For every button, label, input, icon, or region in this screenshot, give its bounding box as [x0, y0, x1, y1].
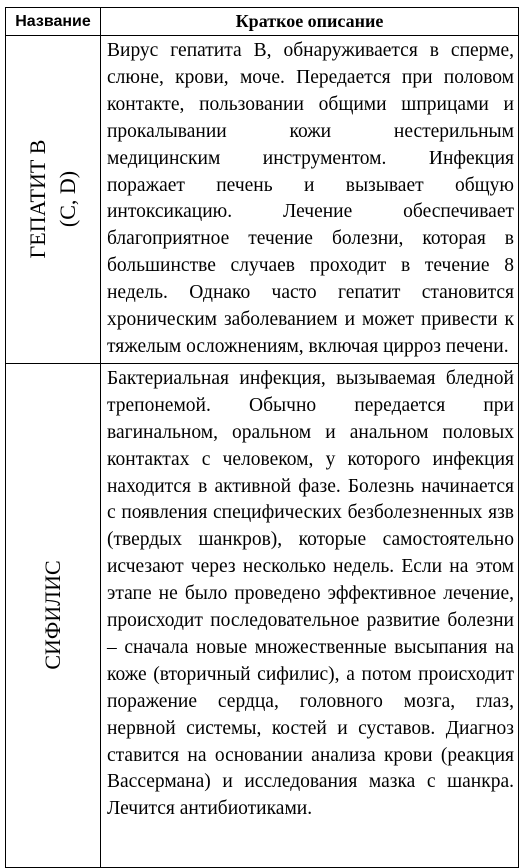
- disease-name-subline: (С, D): [55, 171, 80, 228]
- table-row-syphilis: [6, 363, 519, 867]
- disease-name-cell: [6, 363, 101, 867]
- column-header-description: Краткое описание: [101, 8, 519, 36]
- disease-name-line: СИФИЛИС: [40, 560, 65, 671]
- disease-name-line: ГЕПАТИТ В: [25, 139, 50, 259]
- diseases-table: [5, 7, 519, 868]
- disease-name-cell: [6, 36, 101, 364]
- column-header-name: Название: [6, 8, 101, 36]
- disease-name-hepatitis-b: [23, 140, 83, 259]
- disease-description-hepatitis-b: Вирус гепатита В, обнаруживается в сперме, слюне, крови, моче. Передается при половом контакте, пользовании общими шприцами и прокалывании кожи нестерильным медицинским инструментом. Инфекция поражает печень и вызывает общую интоксикацию. Лечение обеспечивает благоприятное течение болезни, которая в большинстве случаев проходит в течение 8 недель. Однако часто гепатит становится хроническим заболеванием и может привести к тяжелым осложнениям, включая цирроз печени.: [101, 36, 519, 364]
- disease-name-syphilis: [38, 561, 68, 670]
- table-header-row: [6, 8, 519, 36]
- table-row-hepatitis-b: [6, 36, 519, 364]
- disease-description-syphilis: Бактериальная инфекция, вызываемая бледной трепонемой. Обычно передается при вагинальном, оральном и анальном половых контактах с человеком, у которого инфекция находится в активной фазе. Болезнь начинается с появления специфических безболезненных язв (твердых шанкров), которые самостоятельно исчезают через несколько недель. Если на этом этапе не было проведено эффективное лечение, происходит последовательное развитие болезни – сначала новые множественные высыпания на коже (вторичный сифилис), а потом происходит поражение сердца, головного мозга, глаз, нервной системы, костей и суставов. Диагноз ставится на основании анализа крови (реакция Вассермана) и исследования мазка с шанкра. Лечится антибиотиками.: [101, 363, 519, 867]
